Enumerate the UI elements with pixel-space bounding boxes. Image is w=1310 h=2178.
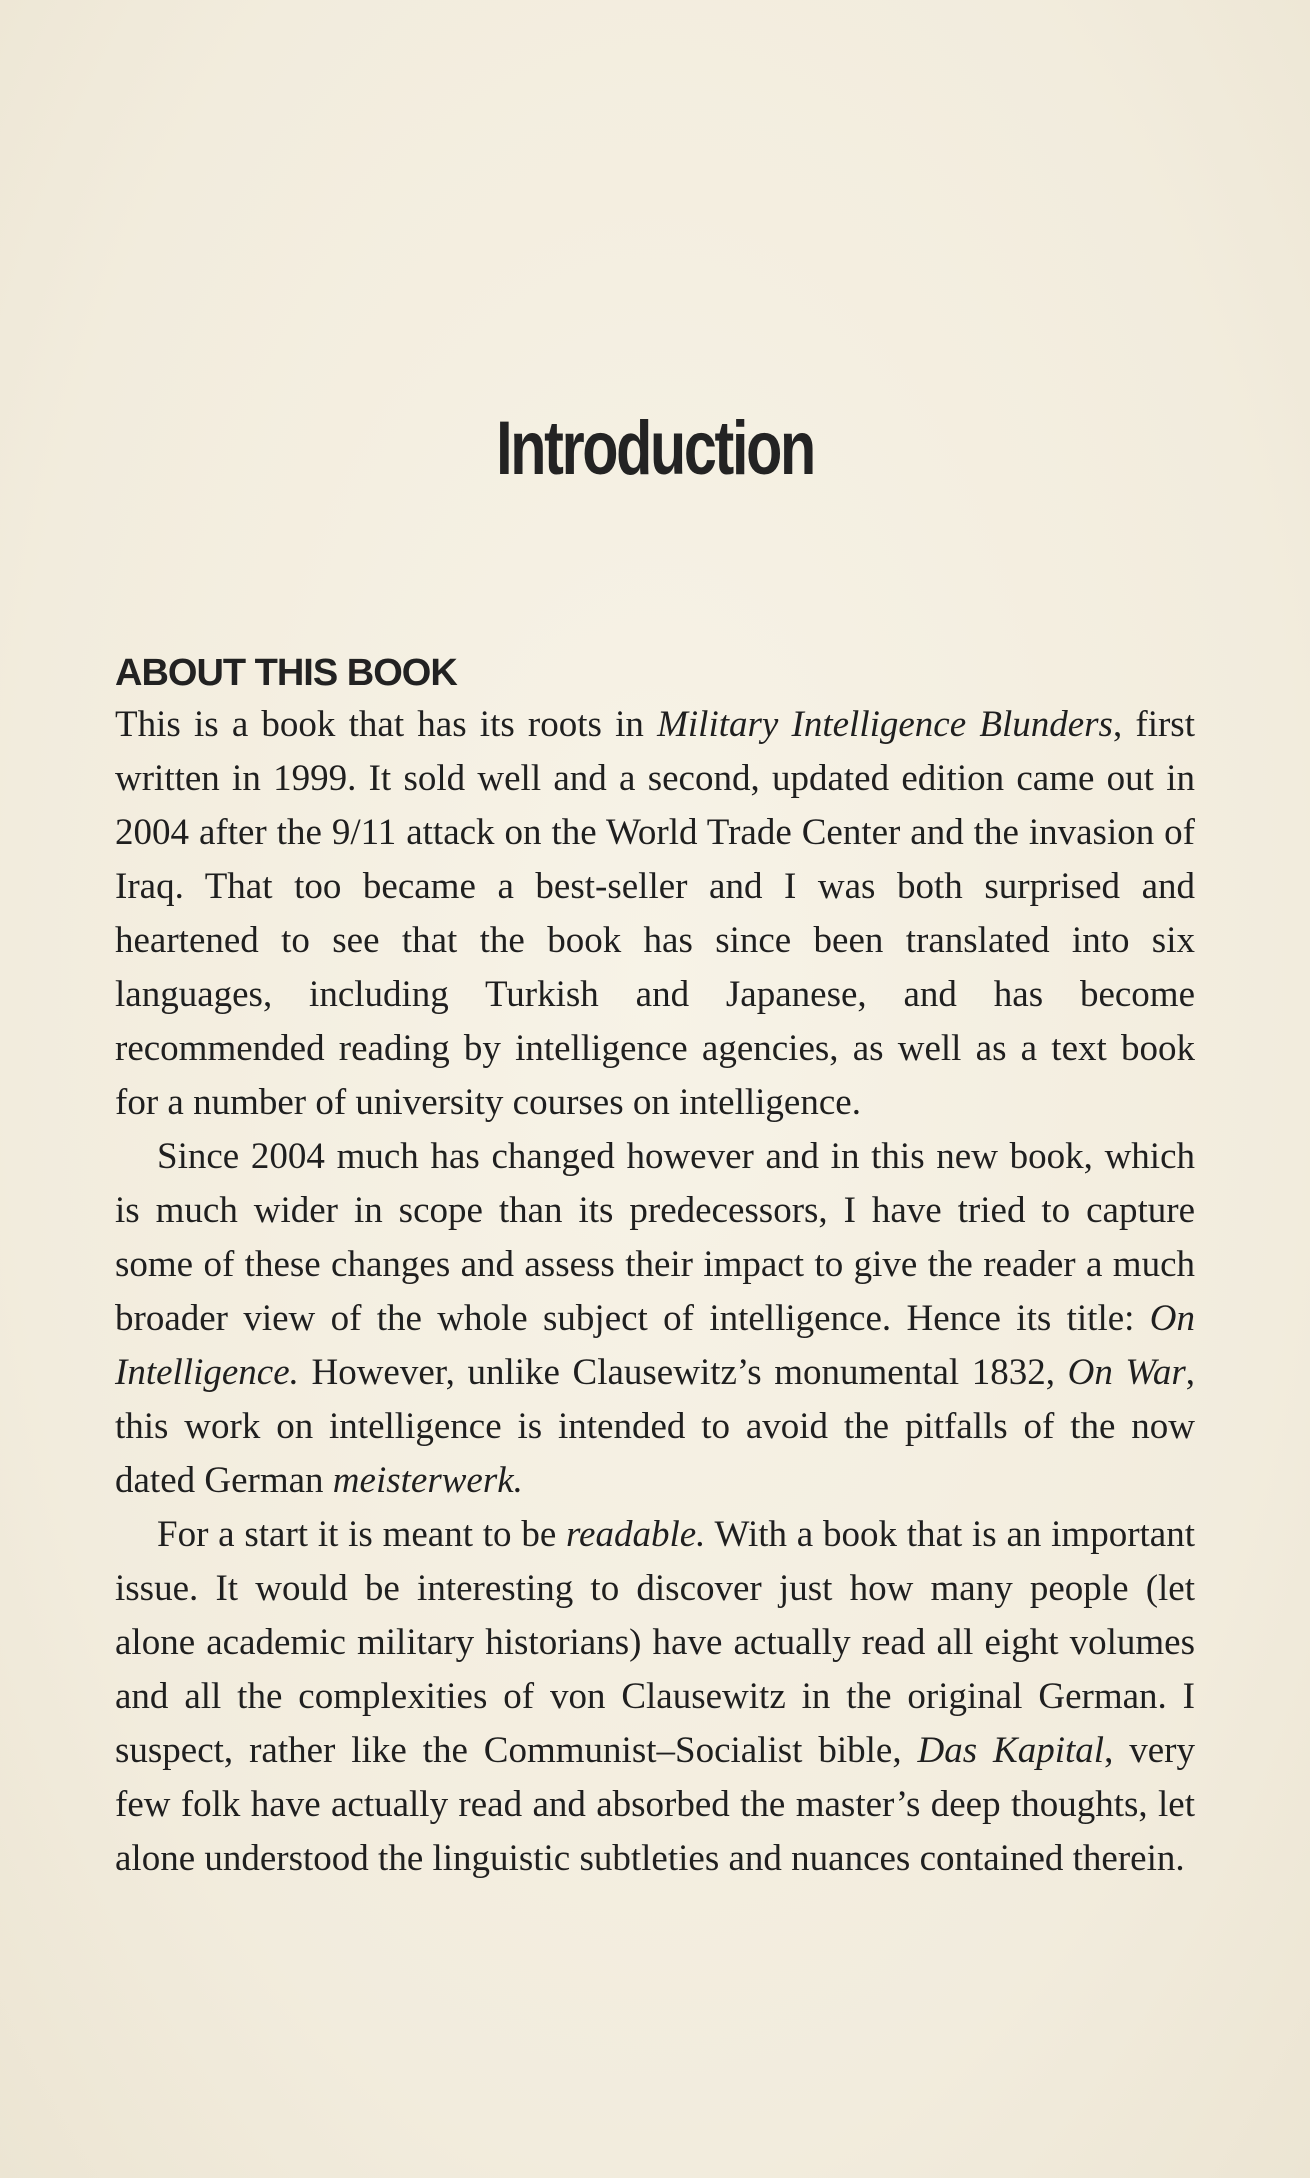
italic-title-run: On War [1067, 1352, 1186, 1393]
text-run: For a start it is meant to be [157, 1514, 567, 1555]
text-run: This is a book that has its roots in [115, 704, 658, 745]
italic-word-run: readable. [566, 1514, 706, 1555]
text-run: , very few folk have actually read and absorbed the master’s deep thoughts, let alone understood the linguistic subtleties and nuances contained therein. [115, 1730, 1195, 1879]
text-run: Since 2004 much has changed however and in this new book, which is much wider in scope than its predecessors, I have tried to capture some of these changes and assess their impact to give the reader a much broader view of the whole subject of intelligence. Hence its title: [115, 1136, 1195, 1339]
paragraph [115, 1130, 1195, 1508]
chapter-title: Introduction [496, 405, 814, 491]
text-run: With a book that is an important issue. It would be interesting to discover just how many people (let alone academic military historians) have actually read all eight volumes and all the complexities of von Clausewitz in the original German. I suspect, rather like the Communist–Socialist bible, [115, 1514, 1195, 1771]
paragraph [115, 1508, 1195, 1886]
italic-title-run: On Intelligence. [115, 1298, 1195, 1393]
text-run: However, unlike Clausewitz’s monumental 1832, [298, 1352, 1068, 1393]
text-run: , first written in 1999. It sold well and a second, updated edition came out in 2004 after the 9/11 attack on the World Trade Center and the invasion of Iraq. That too became a best-seller and I was both surprised and heartened to see that the book has since been translated into six languages, including Turkish and Japanese, and has become recommended reading by intelligence agencies, as well as a text book for a number of university courses on intelligence. [115, 704, 1195, 1123]
italic-word-run: meisterwerk. [332, 1460, 523, 1501]
section-heading: ABOUT THIS BOOK [115, 651, 457, 694]
paragraph [115, 698, 1195, 1130]
text-run: , this work on intelligence is intended to avoid the pitfalls of the now dated German [115, 1352, 1195, 1501]
italic-title-run: Military Intelligence Blunders [657, 704, 1113, 745]
body-text [115, 698, 1195, 1886]
italic-title-run: Das Kapital [917, 1730, 1105, 1771]
